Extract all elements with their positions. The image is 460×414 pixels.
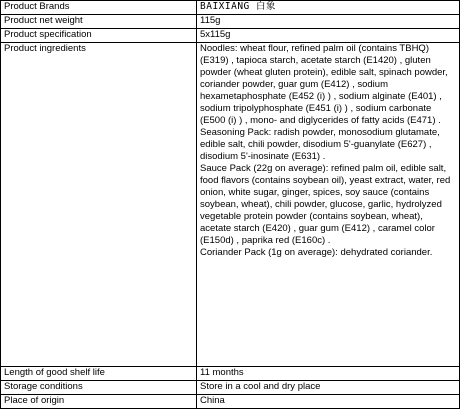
row-product-specification — [1, 29, 460, 43]
value-product-net-weight: 115g — [197, 15, 460, 29]
label-storage-conditions: Storage conditions — [1, 381, 197, 395]
row-shelf-life — [1, 367, 460, 381]
ingredients-sauce-pack: Sauce Pack (22g on average): refined palm oil, edible salt, food flavors (contains soybean oil), yeast extract, water, red onion, white sugar, ginger, spices, soy sauce (contains soybean, wheat), chili powder, glucose, garlic, hydrolyzed vegetable protein powder (contains soybean, wheat), acetate starch (E420) , guar gum (E412) , caramel color (E150d) , paprika red (E160c) . — [200, 163, 451, 246]
row-product-brands — [1, 1, 460, 15]
row-place-of-origin — [1, 395, 460, 409]
label-place-of-origin: Place of origin — [1, 395, 197, 409]
ingredients-seasoning-pack: Seasoning Pack: radish powder, monosodium glutamate, edible salt, chili powder, disodium 5'-guanylate (E627) , disodium 5'-inosinate (E631) . — [200, 127, 440, 162]
row-product-net-weight — [1, 15, 460, 29]
label-shelf-life: Length of good shelf life — [1, 367, 197, 381]
ingredients-noodles: Noodles: wheat flour, refined palm oil (contains TBHQ) (E319) , tapioca starch, acetate starch (E1420) , gluten powder (wheat gluten protein), edible salt, spinach powder, coriander powder, guar gum (E412) , sodium hexametaphosphate (E452 (i) ) , sodium alginate (E401) , sodium tripolyphosphate (E451 (i) ) , sodium carbonate (E500 (i) ) , mono- and diglycerides of fatty acids (E471) . — [200, 43, 448, 126]
value-product-ingredients — [197, 43, 460, 367]
ingredients-coriander-pack: Coriander Pack (1g on average): dehydrated coriander. — [200, 247, 433, 258]
value-shelf-life: 11 months — [197, 367, 460, 381]
value-place-of-origin: China — [197, 395, 460, 409]
label-product-net-weight: Product net weight — [1, 15, 197, 29]
value-storage-conditions: Store in a cool and dry place — [197, 381, 460, 395]
label-product-ingredients: Product ingredients — [1, 43, 197, 367]
value-product-specification: 5x115g — [197, 29, 460, 43]
label-product-specification: Product specification — [1, 29, 197, 43]
row-product-ingredients — [1, 43, 460, 367]
label-product-brands: Product Brands — [1, 1, 197, 15]
value-product-brands: BAIXIANG 白象 — [197, 1, 460, 15]
row-storage-conditions — [1, 381, 460, 395]
